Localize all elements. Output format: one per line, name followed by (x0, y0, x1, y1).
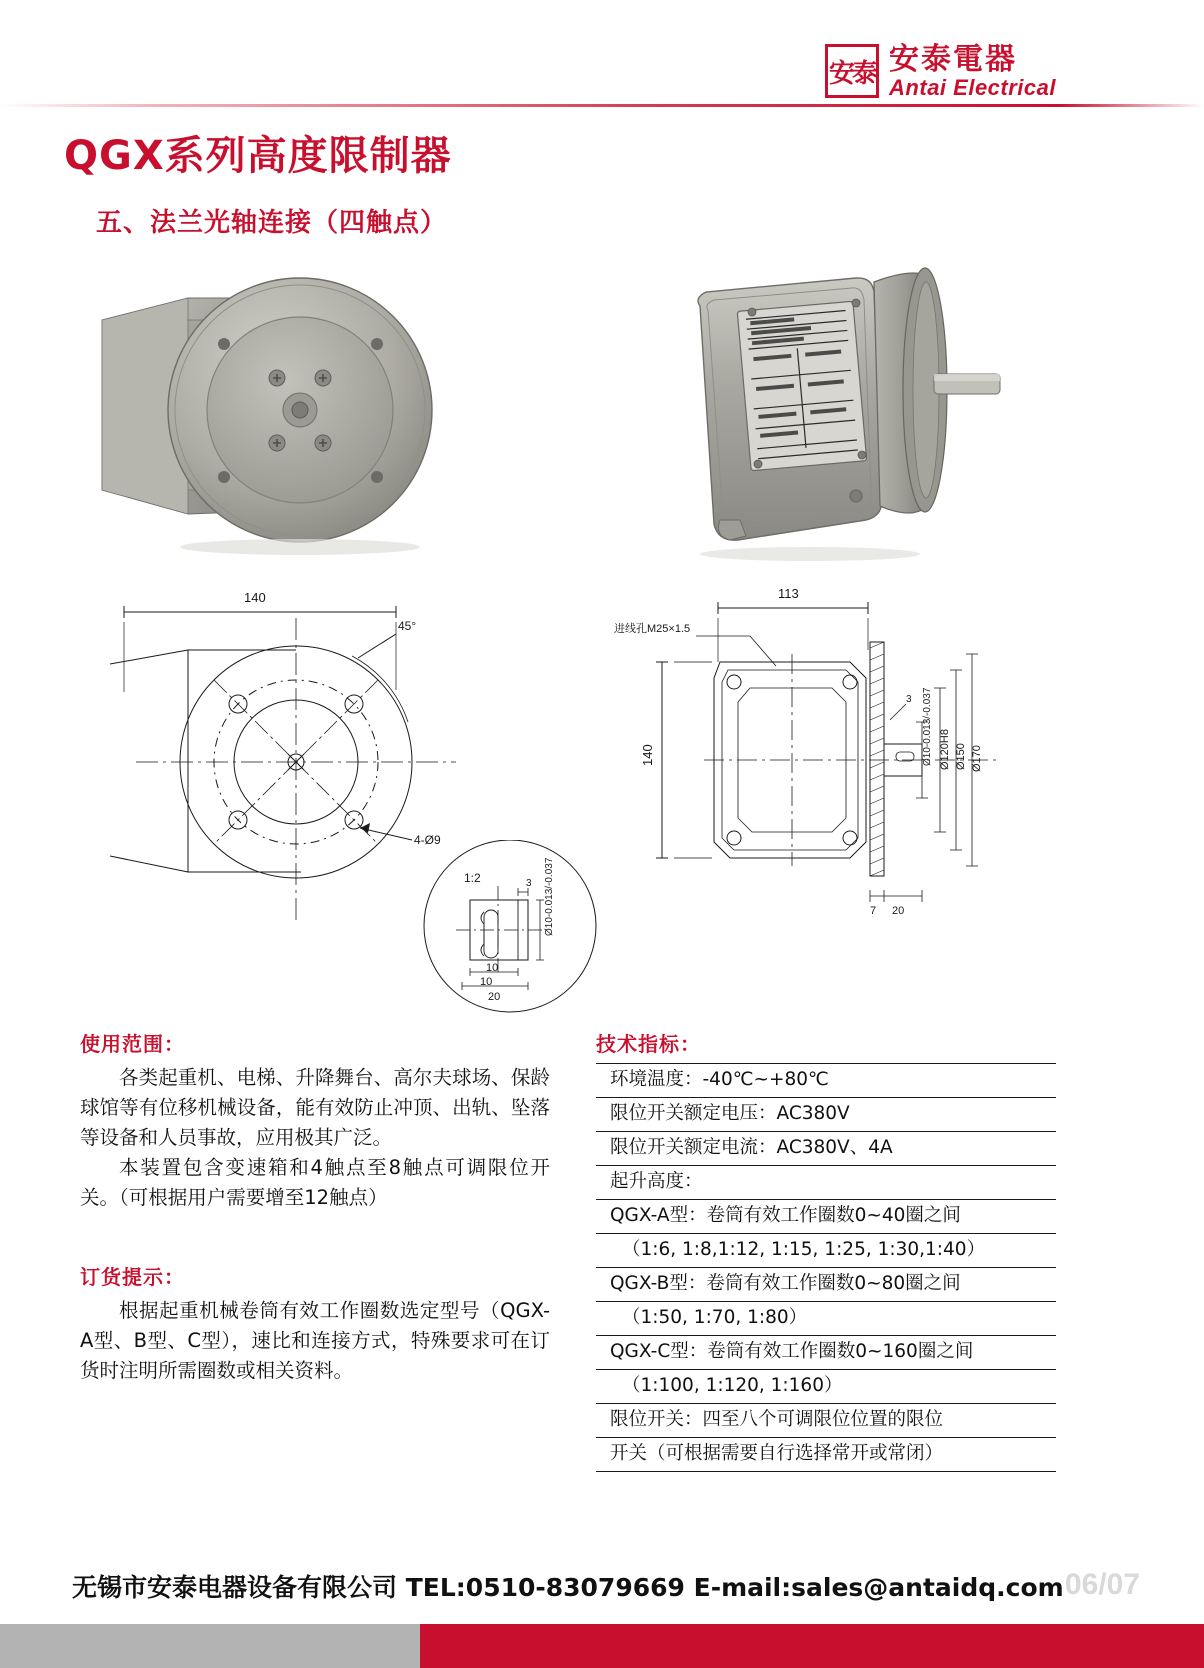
dim-170: Ø170 (971, 745, 983, 772)
spec-heading: 技术指标： (596, 1032, 701, 1056)
dim-150: Ø150 (955, 743, 967, 770)
order-paragraph-1: 根据起重机械卷筒有效工作圈数选定型号（QGX-A型、B型、C型），速比和连接方式，特殊要求可在订货时注明所需圈数或相关资料。 (80, 1299, 550, 1382)
brand-logo (825, 44, 1056, 99)
table-row (596, 1438, 1056, 1472)
side-dimension-drawing (600, 570, 1040, 940)
spec-cell: QGX-C型：卷筒有效工作圈数0~160圈之间 (596, 1336, 1056, 1370)
shaft-tolerance-label: Ø10-0.013/-0.037 (922, 687, 933, 766)
table-row (596, 1234, 1056, 1268)
key-dim-3: 3 (906, 694, 912, 705)
usage-paragraph-2: 本装置包含变速箱和4触点至8触点可调限位开关。（可根据用户需要增至12触点） (80, 1156, 550, 1209)
spec-column (596, 1028, 1056, 1472)
spec-cell: 限位开关额定电流：AC380V、4A (596, 1132, 1056, 1166)
section-title: 五、法兰光轴连接（四触点） (96, 208, 448, 238)
table-row (596, 1370, 1056, 1404)
logo-mark-icon: 安泰 (825, 44, 879, 98)
spec-cell: （1:50, 1:70, 1:80） (596, 1302, 1056, 1336)
detail-dim-3: 3 (526, 878, 532, 889)
footer-bar-grey (0, 1624, 420, 1668)
page-header (0, 0, 1204, 112)
table-row (596, 1064, 1056, 1098)
spec-cell: QGX-B型：卷筒有效工作圈数0~80圈之间 (596, 1268, 1056, 1302)
spec-cell: 环境温度：-40℃~+80℃ (596, 1064, 1056, 1098)
footer-bar-red (420, 1624, 1204, 1668)
order-block (80, 1261, 550, 1386)
flange-angle-label: 45° (398, 619, 417, 633)
spec-cell: QGX-A型：卷筒有效工作圈数0~40圈之间 (596, 1200, 1056, 1234)
product-photo-side (660, 248, 1020, 568)
footer-company: 无锡市安泰电器设备有限公司 (72, 1573, 398, 1602)
footer-contact: TEL:0510-83079669 E-mail:sales@antaidq.com (405, 1573, 1064, 1602)
dim-120h8: Ø120H8 (939, 729, 951, 770)
usage-paragraph-1: 各类起重机、电梯、升降舞台、高尔夫球场、保龄球馆等有位移机械设备，能有效防止冲顶、出轨、坠落等设备和人员事故，应用极其广泛。 (80, 1066, 550, 1149)
logo-english-name: Antai Electrical (889, 74, 1056, 100)
page-footer (0, 1560, 1204, 1668)
product-photo-front (92, 262, 472, 562)
dim-20: 20 (892, 905, 905, 917)
table-row (596, 1404, 1056, 1438)
detail-shaft-tol: Ø10-0.013/-0.037 (544, 857, 555, 936)
logo-chinese-name: 安泰電器 (889, 43, 1018, 76)
page-number: 06/07 (1064, 1568, 1140, 1601)
table-row (596, 1336, 1056, 1370)
usage-column (80, 1028, 550, 1386)
header-divider (0, 104, 1204, 107)
spec-cell: 起升高度： (596, 1166, 1056, 1200)
flange-width-dim: 140 (244, 590, 266, 605)
detail-scale-label: 1:2 (464, 871, 481, 885)
table-row (596, 1166, 1056, 1200)
spec-cell: 开关（可根据需要自行选择常开或常闭） (596, 1438, 1056, 1472)
table-row (596, 1268, 1056, 1302)
detail-dim-20: 20 (488, 991, 501, 1003)
table-row (596, 1098, 1056, 1132)
inlet-hole-note: 进线孔M25×1.5 (614, 623, 691, 635)
spec-cell: 限位开关额定电压：AC380V (596, 1098, 1056, 1132)
spec-cell: 限位开关：四至八个可调限位位置的限位 (596, 1404, 1056, 1438)
shaft-detail-drawing (400, 840, 620, 1020)
page-title: QGX系列高度限制器 (64, 133, 452, 179)
usage-heading: 使用范围： (80, 1032, 185, 1056)
spec-table (596, 1063, 1056, 1472)
footer-contact-line (72, 1568, 1064, 1604)
logo-text (889, 44, 1056, 99)
dim-7: 7 (870, 905, 877, 917)
spec-cell: （1:6, 1:8,1:12, 1:15, 1:25, 1:30,1:40） (596, 1234, 1056, 1268)
spec-cell: （1:100, 1:120, 1:160） (596, 1370, 1056, 1404)
table-row (596, 1302, 1056, 1336)
detail-dim-10b: 10 (480, 976, 493, 988)
detail-dim-10: 10 (486, 962, 499, 974)
table-row (596, 1200, 1056, 1234)
footer-color-bar (0, 1624, 1204, 1668)
table-row (596, 1132, 1056, 1166)
spec-table-body (596, 1064, 1056, 1472)
side-height-dim: 140 (640, 744, 655, 766)
order-heading: 订货提示： (80, 1265, 185, 1289)
flange-holes-label: 4-Ø9 (414, 833, 441, 847)
side-width-dim: 113 (778, 586, 799, 601)
